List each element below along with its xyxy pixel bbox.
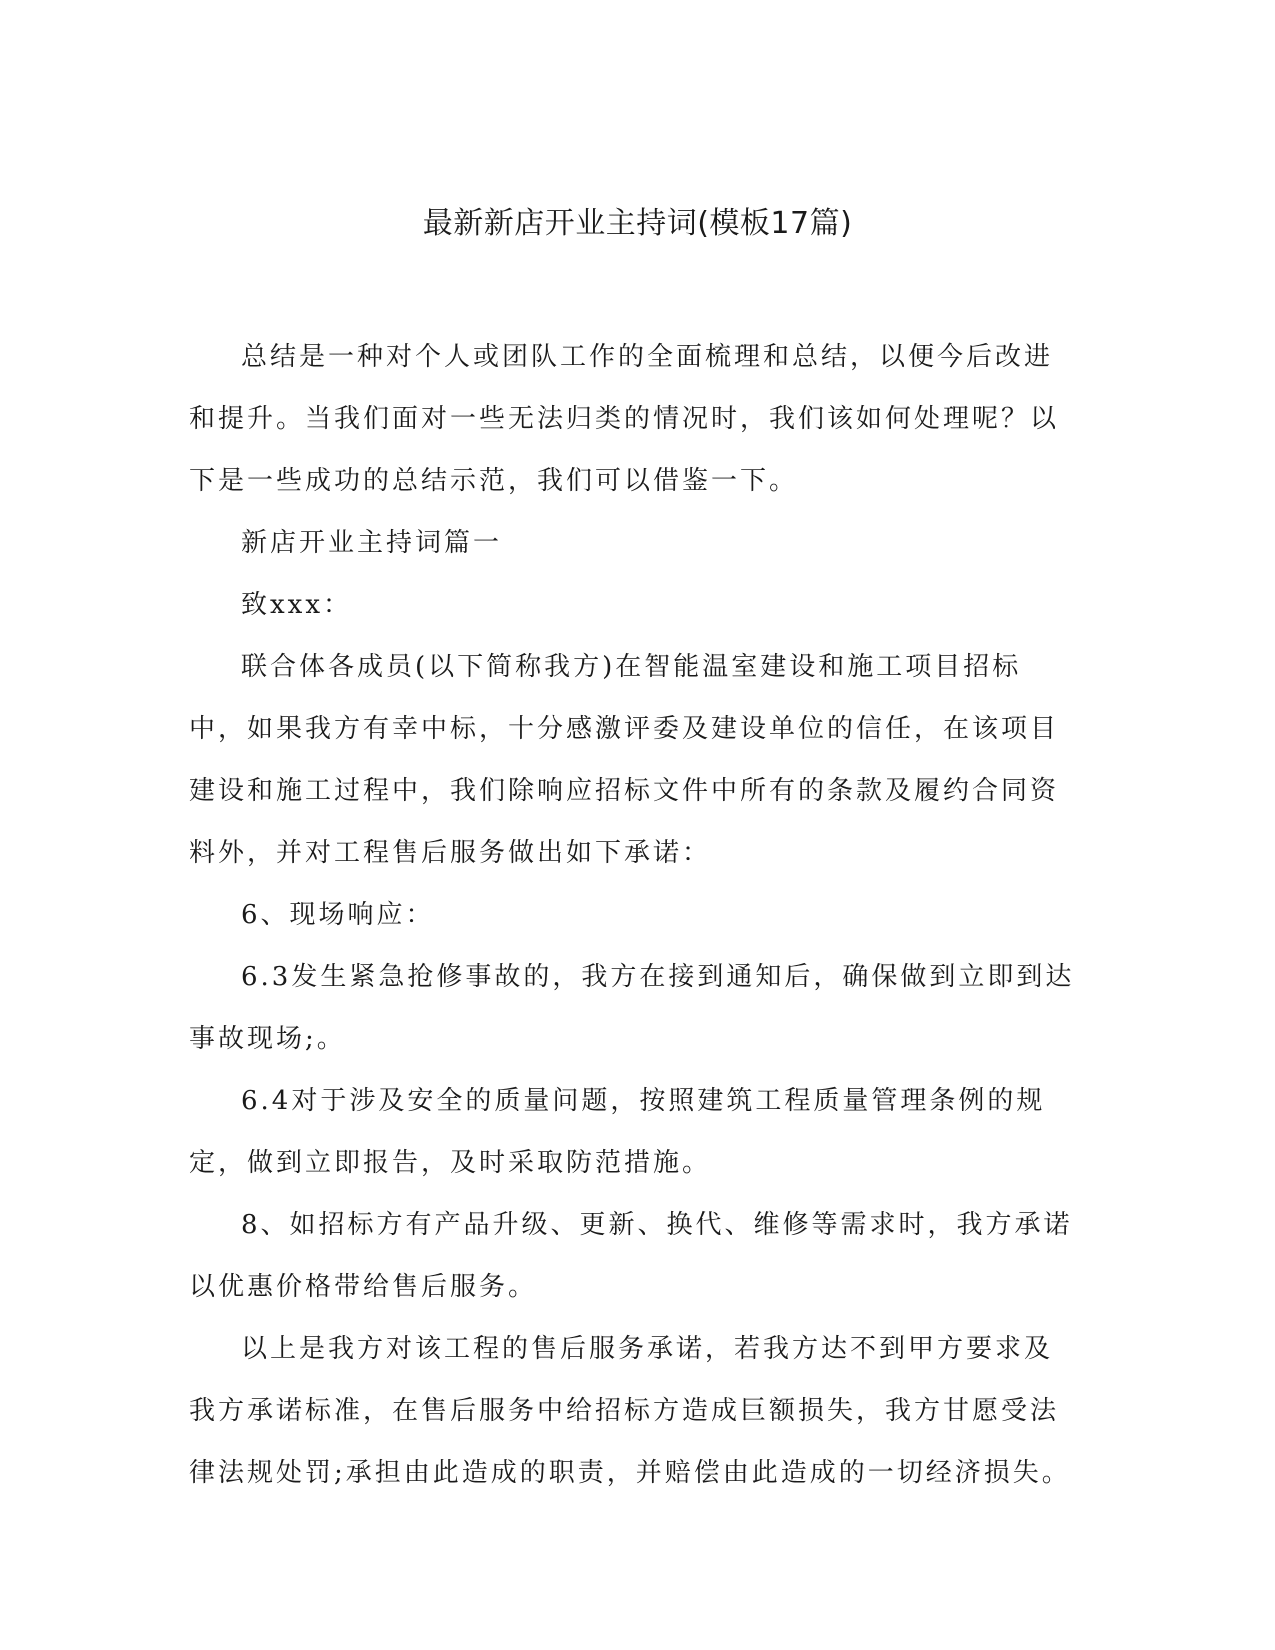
- clause-6-4: 6.4对于涉及安全的质量问题，按照建筑工程质量管理条例的规定，做到立即报告，及时采取防范措施。: [189, 1086, 1046, 1178]
- paragraph-intro: 总结是一种对个人或团队工作的全面梳理和总结，以便今后改进和提升。当我们面对一些无法归类的情况时，我们该如何处理呢？以下是一些成功的总结示范，我们可以借鉴一下。: [189, 342, 1060, 496]
- clause-8: 8、如招标方有产品升级、更新、换代、维修等需求时，我方承诺以优惠价格带给售后服务。: [189, 1210, 1073, 1302]
- salutation: 致xxx：: [241, 590, 352, 620]
- paragraph-closing: 以上是我方对该工程的售后服务承诺，若我方达不到甲方要求及我方承诺标准，在售后服务中给招标方造成巨额损失，我方甘愿受法律法规处罚;承担由此造成的职责，并赔偿由此造成的一切经济损失。: [189, 1334, 1071, 1488]
- document-body: [189, 326, 1079, 1504]
- section-heading: 新店开业主持词篇一: [241, 528, 503, 558]
- document-title: 最新新店开业主持词(模板17篇): [422, 206, 853, 241]
- clause-heading-6: 6、现场响应：: [241, 900, 435, 930]
- paragraph-commitment: 联合体各成员(以下简称我方)在智能温室建设和施工项目招标中，如果我方有幸中标，十分感激评委及建设单位的信任，在该项目建设和施工过程中，我们除响应招标文件中所有的条款及履约合同资料外，并对工程售后服务做出如下承诺：: [189, 652, 1060, 868]
- clause-6-3: 6.3发生紧急抢修事故的，我方在接到通知后，确保做到立即到达事故现场;。: [189, 962, 1075, 1054]
